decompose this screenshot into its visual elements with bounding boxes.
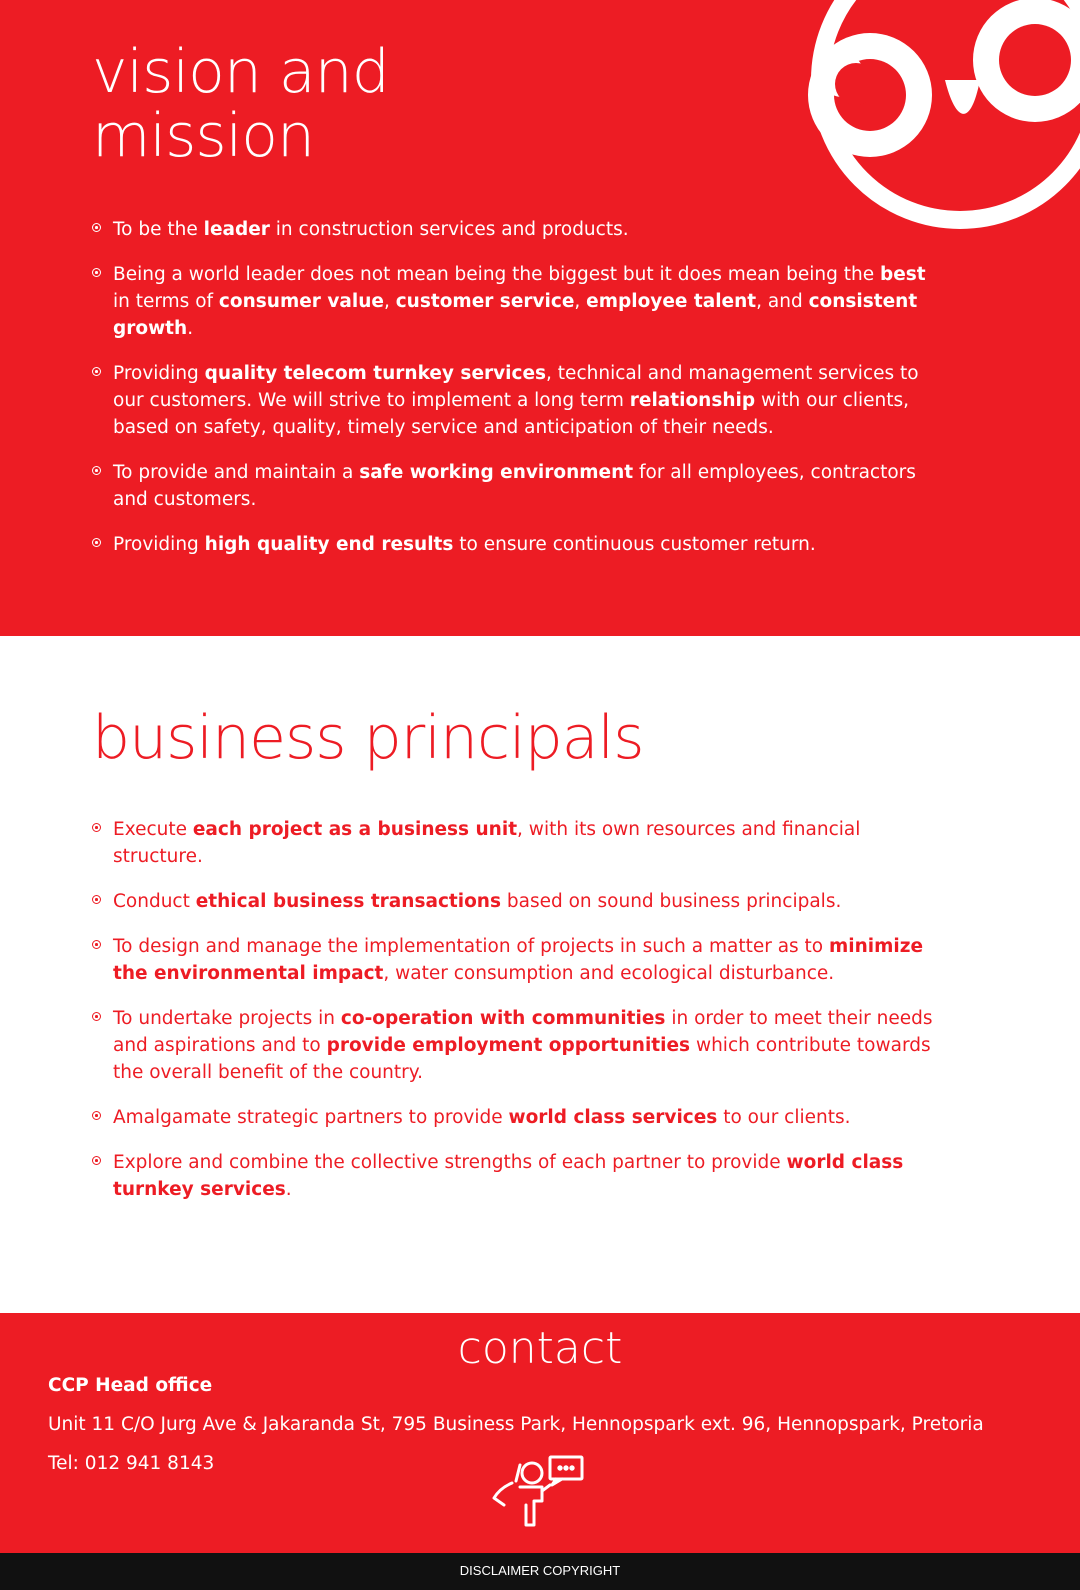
list-item xyxy=(92,459,942,513)
list-item xyxy=(92,1005,942,1086)
contact-telephone[interactable]: Tel: 012 941 8143 xyxy=(48,1453,215,1474)
emphasis-text: minimize the environmental impact xyxy=(113,936,924,984)
emphasis-text: world class services xyxy=(508,1107,718,1128)
item-text: , xyxy=(383,291,396,312)
vision-mission-section xyxy=(0,0,1080,636)
footer-links xyxy=(0,1563,1080,1578)
copyright-link[interactable]: COPYRIGHT xyxy=(542,1563,621,1578)
list-item xyxy=(92,531,942,558)
bullet-icon xyxy=(92,538,101,547)
emphasis-text: safe working environment xyxy=(359,462,634,483)
emphasis-text: provide employment opportunities xyxy=(326,1035,691,1056)
item-text: To design and manage the implementation of projects in such a matter as to xyxy=(113,936,830,957)
emphasis-text: each project as a business unit xyxy=(192,819,518,840)
bullet-icon xyxy=(92,1156,101,1165)
item-text: Amalgamate strategic partners to provide xyxy=(113,1107,509,1128)
emphasis-text: consumer value xyxy=(218,291,384,312)
item-text: Explore and combine the collective strengths of each partner to provide xyxy=(113,1152,787,1173)
list-item xyxy=(92,888,942,915)
item-text: Being a world leader does not mean being the biggest but it does mean being the xyxy=(113,264,880,285)
bullet-icon xyxy=(92,268,101,277)
bullet-icon xyxy=(92,823,101,832)
emphasis-text: customer service xyxy=(395,291,575,312)
bullet-icon xyxy=(92,1012,101,1021)
item-text: . xyxy=(285,1179,292,1200)
item-text: . xyxy=(187,318,194,339)
bullet-icon xyxy=(92,1111,101,1120)
emphasis-text: consistent growth xyxy=(113,291,918,339)
bullet-icon xyxy=(92,940,101,949)
emphasis-text: co-operation with communities xyxy=(340,1008,666,1029)
contact-address: Unit 11 C/O Jurg Ave & Jakaranda St, 795 Business Park, Hennopspark ext. 96, Hennopspark, Pretoria xyxy=(48,1414,984,1435)
item-text: with our clients, based on safety, quality, timely service and anticipation of their needs. xyxy=(113,390,909,438)
vision-mission-title xyxy=(92,37,492,171)
emphasis-text: ethical business transactions xyxy=(195,891,501,912)
item-text: To undertake projects in xyxy=(113,1008,341,1029)
vision-mission-list xyxy=(92,216,942,576)
item-text: Conduct xyxy=(113,891,196,912)
item-text: To be the xyxy=(113,219,204,240)
item-text: in construction services and products. xyxy=(269,219,629,240)
emphasis-text: world class turnkey services xyxy=(113,1152,904,1200)
emphasis-text: quality telecom turnkey services xyxy=(204,363,547,384)
list-item xyxy=(92,360,942,441)
footer-bar xyxy=(0,1553,1080,1590)
business-principals-section xyxy=(0,636,1080,1313)
contact-title: contact xyxy=(457,1323,623,1374)
brand-logo-mark xyxy=(770,0,1080,240)
item-text: which contribute towards the overall benefit of the country. xyxy=(113,1035,931,1083)
item-text: To provide and maintain a xyxy=(113,462,360,483)
item-text: , xyxy=(574,291,587,312)
item-text: based on sound business principals. xyxy=(501,891,842,912)
list-item xyxy=(92,1104,942,1131)
bullet-icon xyxy=(92,223,101,232)
vision-title-line2: mission xyxy=(92,101,315,171)
emphasis-text: best xyxy=(879,264,926,285)
item-text: , technical and management services to our customers. We will strive to implement a long term xyxy=(113,363,919,411)
vision-title-line1: vision and xyxy=(92,37,389,107)
item-text: Providing xyxy=(113,363,205,384)
contact-office-name: CCP Head office xyxy=(48,1375,213,1396)
bullet-icon xyxy=(92,895,101,904)
item-text: to our clients. xyxy=(717,1107,851,1128)
business-principals-list xyxy=(92,816,942,1221)
emphasis-text: high quality end results xyxy=(204,534,454,555)
item-text: Execute xyxy=(113,819,193,840)
item-text: in terms of xyxy=(113,291,219,312)
emphasis-text: employee talent xyxy=(586,291,757,312)
list-item xyxy=(92,933,942,987)
list-item xyxy=(92,216,942,243)
bullet-icon xyxy=(92,466,101,475)
emphasis-text: relationship xyxy=(629,390,756,411)
item-text: , with its own resources and financial structure. xyxy=(113,819,861,867)
list-item xyxy=(92,816,942,870)
bullet-icon xyxy=(92,367,101,376)
business-principals-title: business principals xyxy=(92,703,644,773)
contact-section xyxy=(0,1313,1080,1553)
item-text: , and xyxy=(756,291,809,312)
disclaimer-link[interactable]: DISCLAIMER xyxy=(459,1563,540,1578)
list-item xyxy=(92,261,942,342)
list-item xyxy=(92,1149,942,1203)
item-text: , water consumption and ecological disturbance. xyxy=(383,963,835,984)
item-text: in order to meet their needs and aspirations and to xyxy=(113,1008,933,1056)
person-with-speech-bubble-icon xyxy=(490,1453,590,1533)
item-text: Providing xyxy=(113,534,205,555)
item-text: to ensure continuous customer return. xyxy=(453,534,816,555)
item-text: for all employees, contractors and customers. xyxy=(113,462,916,510)
emphasis-text: leader xyxy=(203,219,270,240)
